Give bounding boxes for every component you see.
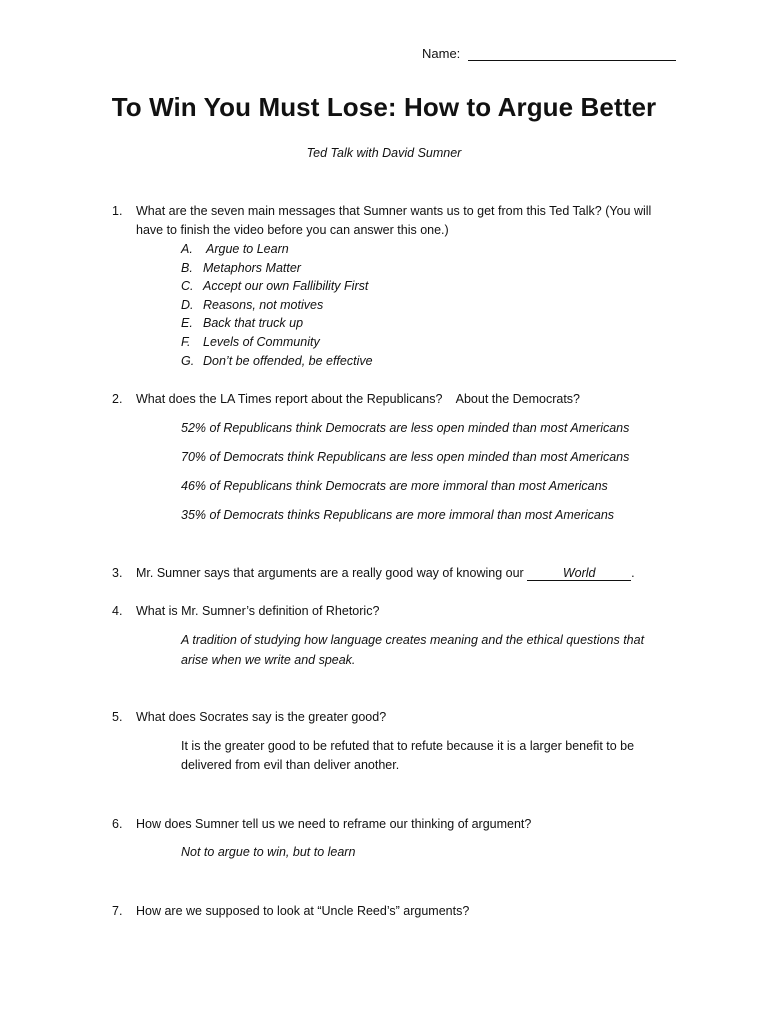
question-text: What does the LA Times report about the Republicans? About the Democrats?	[136, 392, 581, 406]
option-item	[181, 352, 373, 371]
name-field	[422, 46, 676, 61]
question-number: 1.	[112, 204, 123, 218]
answer-line: 70% of Democrats think Republicans are less open minded than most Americans	[181, 450, 630, 464]
question-number: 6.	[112, 817, 123, 831]
option-item	[181, 333, 373, 352]
option-text: Accept our own Fallibility First	[203, 279, 369, 294]
option-letter: A.	[181, 242, 193, 256]
question-text-after: .	[631, 566, 635, 580]
option-letter: F.	[181, 334, 191, 349]
answer-text: It is the greater good to be refuted that to refute because it is a larger benefit to be delivered from evil than deliver another.	[181, 739, 635, 772]
question-number: 5.	[112, 710, 123, 724]
option-item	[181, 296, 373, 315]
answer-line: 35% of Democrats thinks Republicans are more immoral than most Americans	[181, 508, 615, 522]
option-text: Metaphors Matter	[203, 260, 301, 275]
option-letter: G.	[181, 353, 195, 368]
question-text: How does Sumner tell us we need to reframe our thinking of argument?	[136, 817, 532, 831]
question-text	[136, 564, 668, 583]
page-subtitle: Ted Talk with David Sumner	[306, 146, 462, 160]
question-number: 2.	[112, 392, 123, 406]
question-text-before: Mr. Sumner says that arguments are a really good way of knowing our	[136, 566, 528, 580]
option-letter: C.	[181, 279, 194, 294]
question-number: 3.	[112, 566, 123, 580]
question-number: 4.	[112, 604, 123, 618]
answer-line: 52% of Republicans think Democrats are less open minded than most Americans	[181, 421, 630, 435]
option-letter: B.	[181, 260, 193, 275]
option-letter: E.	[181, 316, 193, 331]
option-item	[181, 277, 373, 296]
option-item	[181, 240, 373, 259]
option-text: Back that truck up	[203, 316, 304, 331]
answer-text: A tradition of studying how language creates meaning and the ethical questions that arise when we write and speak.	[181, 633, 645, 667]
question-1-options	[181, 240, 373, 370]
question-text: What is Mr. Sumner’s definition of Rhetoric?	[136, 604, 380, 618]
name-label: Name:	[422, 46, 461, 61]
option-item	[181, 314, 373, 333]
question-number: 7.	[112, 904, 123, 918]
answer-line: 46% of Republicans think Democrats are more immoral than most Americans	[181, 479, 608, 493]
option-text: Levels of Community	[203, 334, 320, 349]
fill-in-blank-answer: World	[527, 566, 631, 581]
answer-text: Not to argue to win, but to learn	[181, 845, 356, 859]
page-title: To Win You Must Lose: How to Argue Better	[111, 92, 657, 122]
option-text: Reasons, not motives	[203, 297, 324, 312]
question-text: How are we supposed to look at “Uncle Reed’s” arguments?	[136, 904, 470, 918]
option-letter: D.	[181, 297, 194, 312]
option-item	[181, 259, 373, 278]
question-text: What does Socrates say is the greater good?	[136, 710, 387, 724]
option-text: Argue to Learn	[203, 242, 289, 256]
question-text: What are the seven main messages that Sumner wants us to get from this Ted Talk? (You will have to finish the video before you can answer this one.)	[136, 204, 652, 237]
option-text: Don’t be offended, be effective	[203, 353, 373, 368]
name-blank-line	[468, 46, 676, 61]
